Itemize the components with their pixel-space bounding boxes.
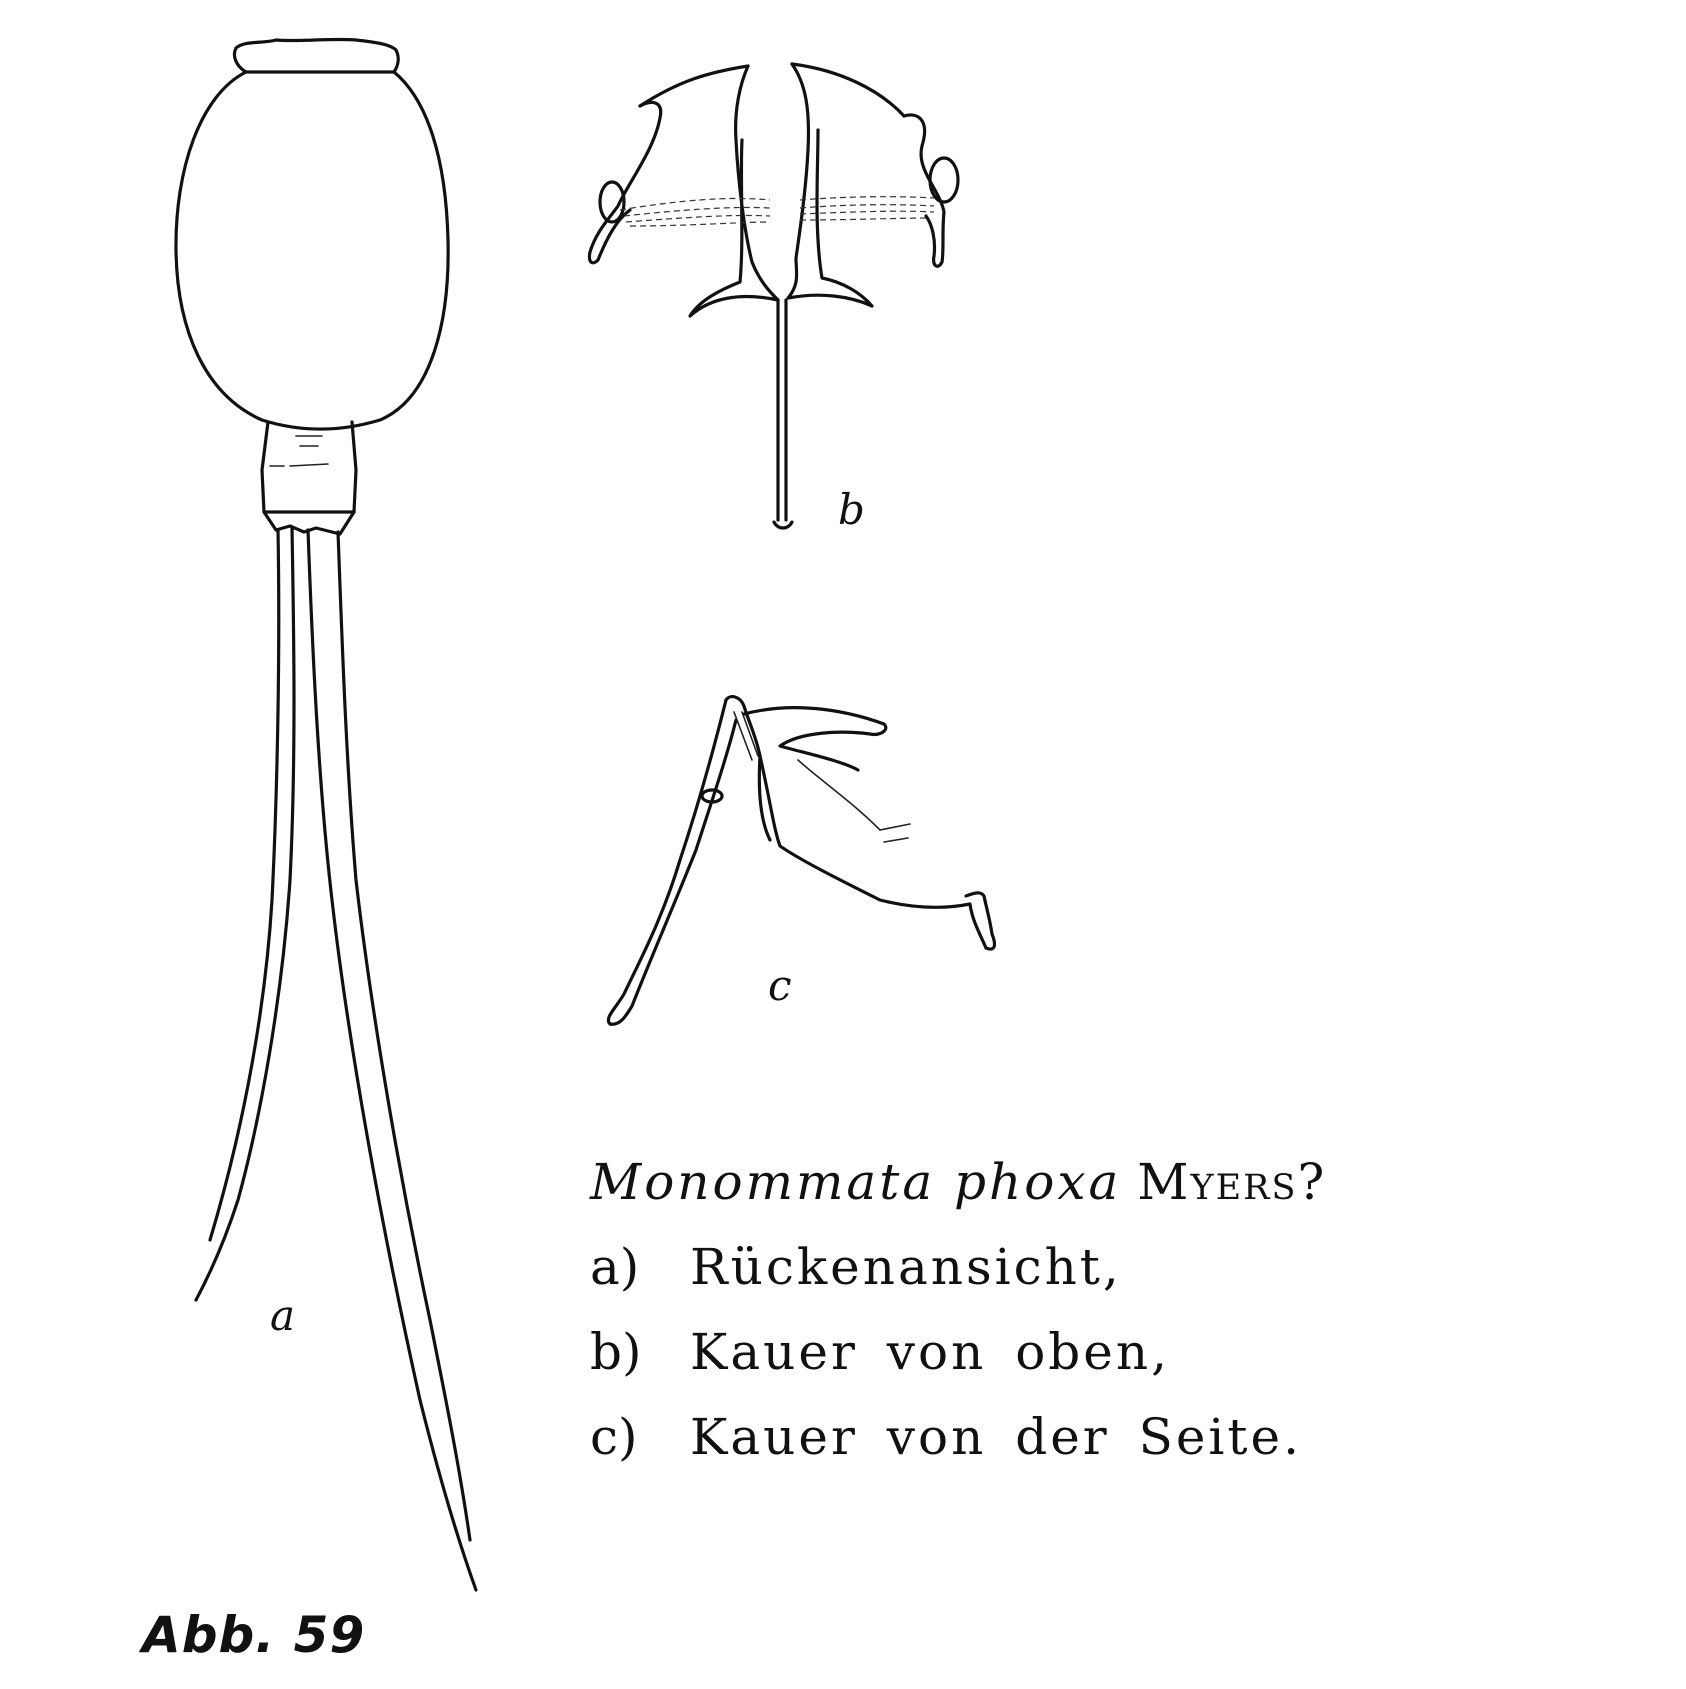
query-mark: ? [1297,1153,1325,1211]
figure-caption [590,1140,1324,1480]
fulcrum [608,700,736,1024]
caption-title [590,1140,1324,1225]
body-outline [176,72,448,429]
caption-item-text: Kauer von der Seite. [690,1408,1302,1466]
figure-number: Abb. 59 [142,1606,366,1664]
left-manubrium [589,102,660,262]
head-cap [234,39,398,72]
ramus-hook [744,708,886,770]
figure-c-mastax-side-view [608,697,994,1025]
figure-b-mastax-top-view [589,64,958,528]
caption-item-key: b) [590,1323,642,1381]
caption-item-key: a) [590,1238,640,1296]
caption-item-key: c) [590,1408,638,1466]
right-ramus [788,64,872,306]
caption-item-b [590,1310,1324,1395]
figure-c-label: c [768,961,792,1010]
caption-item-text: Rückenansicht, [690,1238,1122,1296]
figure-a-label: a [270,1291,296,1340]
caption-item-text: Kauer von oben, [690,1323,1170,1381]
left-ramus [690,66,778,316]
species-author: Myers [1137,1153,1298,1211]
species-name: Monommata phoxa [590,1153,1122,1211]
right-manubrium [904,115,944,266]
figure-b-label: b [838,485,865,534]
figure-a-dorsal-view [176,39,476,1590]
caption-item-c [590,1395,1324,1480]
caption-item-a [590,1225,1324,1310]
